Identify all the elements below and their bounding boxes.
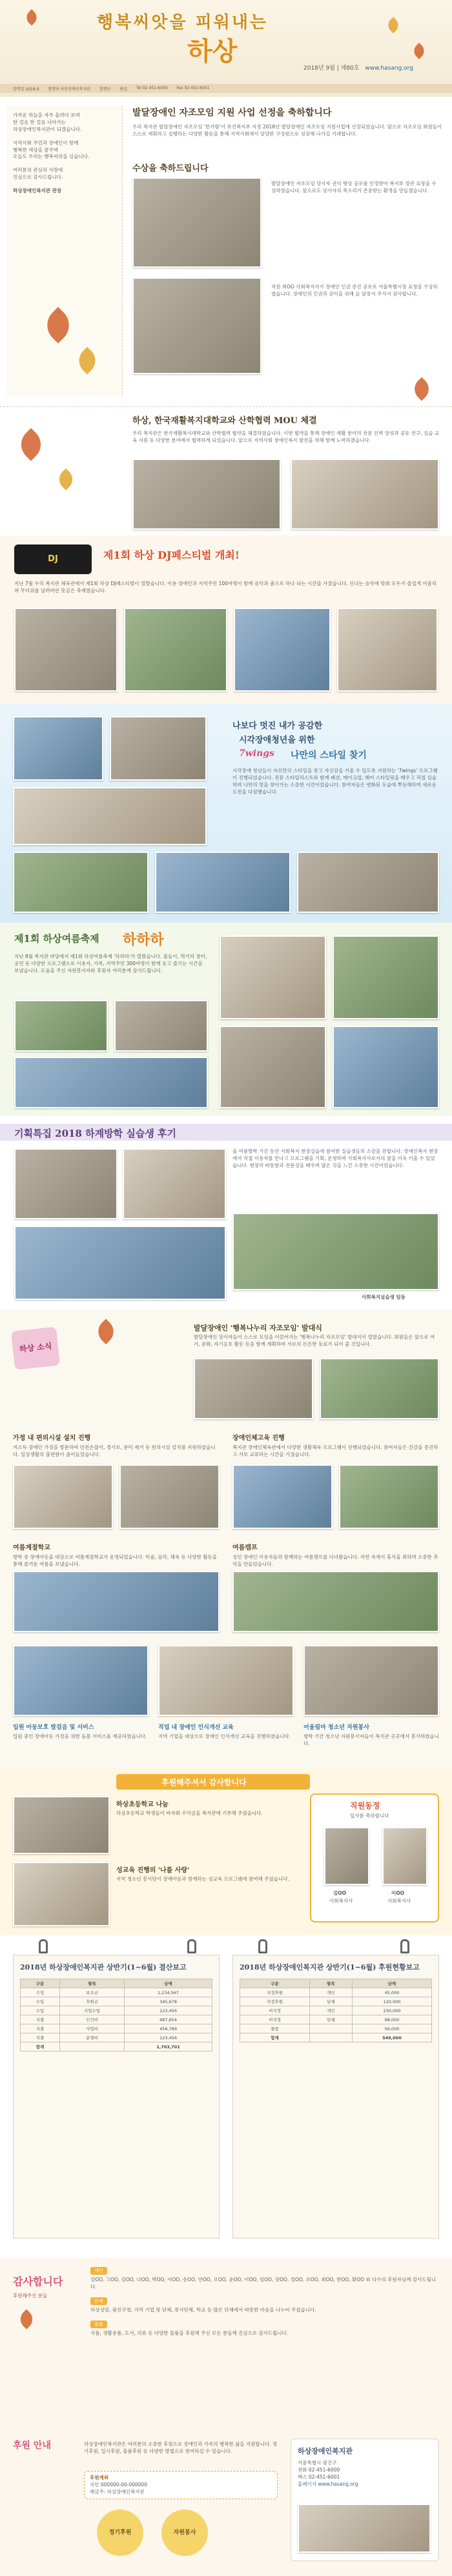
- award-body-1: 발달장애인 자조모임 당사자 권익 향상 공로를 인정받아 복지부 장관 표창을 수상하였습니다. 앞으로도 당사자의 목소리가 존중받는 환경을 만들겠습니다.: [271, 181, 437, 194]
- intro-line: 한 걸음 한 걸음 나아가는: [13, 119, 66, 125]
- intro-line: [13, 134, 116, 140]
- news-photo: [232, 1571, 439, 1632]
- thanks-item-body: 지역 청소년 봉사단이 장애아동과 함께하는 성교육 프로그램에 참여해 주셨습니다.: [116, 1876, 289, 1882]
- news-item: [303, 1722, 439, 1748]
- table-row: 물품 56,000: [240, 2024, 432, 2033]
- news-item-title: 직업 내 장애인 인식개선 교육: [158, 1724, 234, 1731]
- intro-line: 진심으로 감사드립니다.: [13, 174, 63, 181]
- guide-title: 후원 안내: [13, 2441, 51, 2451]
- staff-title: 직원동정: [350, 1801, 380, 1810]
- 7wings-quote: 나만의 스타일 찾기: [291, 750, 367, 761]
- news-item-title: 입원 아동보호 발걸음 및 서비스: [13, 1724, 94, 1731]
- donor-thanks-title: 감사합니다: [13, 2275, 63, 2288]
- table-header: 구분: [21, 1979, 60, 1988]
- donor-group-label: 물품: [90, 2321, 107, 2328]
- thanks-item-title: 성교육 진행의 '나를 사랑': [116, 1867, 190, 1874]
- section-thanks-staff: [0, 1768, 452, 1935]
- news-item: [158, 1722, 294, 1741]
- finance-right-panel: [232, 1955, 439, 2239]
- news-item-body: 성인 장애인 이용자들과 함께하는 여름캠프를 다녀왔습니다. 자연 속에서 휴식을 취하며 소중한 추억을 만들었습니다.: [232, 1554, 438, 1567]
- binder-clip-icon: [400, 1939, 409, 1953]
- 7wings-photo: [13, 852, 149, 913]
- maple-leaf-icon: [55, 468, 77, 490]
- 7wings-photo: [155, 852, 291, 913]
- 7wings-subtitle: 시각장애청년을 위한: [239, 735, 315, 745]
- selfhelp-title: 발달장애인 자조모임 지원 사업 선정을 축하합니다: [132, 108, 332, 118]
- festival-photo: [114, 1000, 208, 1052]
- table-header: 구분: [240, 1979, 310, 1988]
- news-item-body: 방학 중 장애아동을 대상으로 여름계절학교가 운영되었습니다. 미술, 음악, 체육 등 다양한 활동을 통해 즐거운 여름을 보냈습니다.: [13, 1554, 217, 1567]
- intro-line: 가까운 하늘을 자주 올려다 보며: [13, 112, 80, 118]
- address-box: [291, 2439, 439, 2561]
- finance-table: [20, 1979, 212, 2052]
- news-photo: [13, 1645, 149, 1716]
- masthead-issue: [303, 63, 413, 72]
- festival-photo: [14, 1000, 108, 1052]
- issue-number: 2018년 9월 | 제80호: [303, 65, 360, 72]
- avatar: [382, 1827, 427, 1885]
- mou-title: 하상, 한국재활복지대학교와 산학협력 MOU 체결: [132, 416, 317, 426]
- info-item: 편집: [119, 87, 127, 92]
- donor-group-body: 식품, 생활용품, 도서, 의류 등 다양한 물품을 후원해 주신 모든 분들께 진심으로 감사드립니다.: [90, 2330, 289, 2336]
- donor-group: [90, 2321, 439, 2337]
- maple-leaf-icon: [385, 17, 401, 33]
- news-photo: [119, 1464, 220, 1529]
- table-header: 금액: [352, 1979, 431, 1988]
- news-label-badge: [11, 1327, 60, 1370]
- section-finance: [0, 1935, 452, 2258]
- interns-photo: [14, 1148, 118, 1219]
- volunteer-circle-label: 자원봉사: [173, 2530, 196, 2536]
- info-item: 발행처 하상장애인복지관: [48, 87, 90, 92]
- news-photo: [339, 1464, 439, 1529]
- thanks-ribbon: [116, 1774, 310, 1790]
- address-line: 전화 02-451-6000: [298, 2466, 340, 2473]
- donor-group-body: 강OO, 고OO, 김OO, 나OO, 박OO, 서OO, 송OO, 안OO, 오OO, 윤OO, 이OO, 임OO, 장OO, 정OO, 조OO, 최OO, 한OO, 황OO 외 다수의 후원자님께 감사드립니다.: [90, 2277, 436, 2290]
- news-item: [13, 1432, 220, 1459]
- table-header: 항목: [59, 1979, 124, 1988]
- news-photo: [13, 1571, 220, 1632]
- news-label: 하상 소식: [19, 1341, 53, 1354]
- intro-line: 오늘도 우리는 행복씨앗을 심습니다.: [13, 154, 90, 160]
- news-item-body: 입원 중인 장애아동 가정을 위한 돌봄 서비스를 제공하였습니다.: [13, 1733, 147, 1739]
- intro-line: [13, 181, 116, 188]
- interns-photo: [14, 1226, 226, 1300]
- dj-photo: [14, 608, 118, 692]
- donate-circle[interactable]: [97, 2510, 143, 2556]
- donor-group: [90, 2267, 439, 2291]
- address-line: 서울특별시 광진구: [298, 2460, 337, 2466]
- festival-photo: [220, 935, 326, 1019]
- news-item-title: 장애인체고육 진행: [232, 1435, 285, 1442]
- table-row: 지정후원 개인 45,000: [240, 1988, 432, 1997]
- news-photo: [320, 1358, 439, 1419]
- staff-subtitle: 입사를 축하합니다: [350, 1813, 389, 1819]
- section-intro-and-selfhelp: [0, 97, 452, 406]
- intro-line: [13, 161, 116, 167]
- section-mou: [0, 406, 452, 535]
- news-item-title: 여름캠프: [232, 1544, 258, 1552]
- 7wings-body: 시각장애 청년들이 자신만의 스타일을 찾고 자신감을 키울 수 있도록 지원하는 '7wings' 프로그램이 진행되었습니다. 전문 스타일리스트와 함께 패션, 메이크업, 헤어 스타일링을 배우고 직접 실습하며 나만의 멋을 찾아가는 소중한 시간이었습니다. 참여자들은 변화된 모습에 뿌듯해하며 새로운 도전을 다짐했습니다.: [232, 768, 438, 795]
- section-7wings: [0, 703, 452, 923]
- news-main-body: 발달장애인 당사자들이 스스로 모임을 이끌어가는 '행복나누리 자조모임' 발대식이 열렸습니다. 회원들은 앞으로 여가, 문화, 자기옹호 활동 등을 함께 계획하며 서로의 든든한 동료가 되어 줄 것입니다.: [194, 1334, 435, 1347]
- staff-role: 사회복지사: [387, 1898, 411, 1904]
- binder-clip-icon: [187, 1939, 196, 1953]
- table-header: 항목: [310, 1979, 353, 1988]
- thanks-item-title: 하상초등학교 나눔: [116, 1801, 169, 1808]
- intro-line: 하상장애인복지관이 되겠습니다.: [13, 126, 82, 132]
- mou-body: 우리 복지관은 한국재활복지대학교와 산학협력 협약을 체결하였습니다. 이번 협약을 통해 장애인 재활 분야의 전문 인력 양성과 공동 연구, 실습 교육 지원 등 다양한 분야에서 협력하게 되었습니다. 앞으로 지역사회 장애인복지 발전을 위해 함께 노력하겠습니다.: [132, 430, 440, 443]
- maple-leaf-icon: [16, 2309, 36, 2329]
- interns-body: 올 여름방학 기간 동안 사회복지 현장실습에 참여한 실습생들의 소감을 전합니다. 장애인복지 현장에서 직접 이용자를 만나고 프로그램을 기획, 운영하며 사회복지사로서의 꿈을 더욱 키울 수 있었습니다. 현장의 따뜻함과 전문성을 배우며 많은 것을 느낀 소중한 시간이었습니다.: [232, 1148, 438, 1168]
- section-dj-festival: [0, 535, 452, 703]
- maple-leaf-icon: [15, 428, 48, 461]
- info-item: Fax 02-451-6001: [176, 86, 210, 90]
- intro-signature: 하상장애인복지관 관장: [13, 188, 62, 194]
- info-item: 발행일 2018.9: [13, 87, 39, 92]
- interns-title: 기획특집 2018 하계방학 실습생 후기: [14, 1128, 177, 1139]
- finance-left-panel: [13, 1955, 220, 2239]
- avatar: [324, 1827, 369, 1885]
- account-box: [84, 2471, 278, 2499]
- masthead: [0, 0, 452, 97]
- address-line: 팩스 02-451-6001: [298, 2473, 340, 2480]
- account-label: 후원계좌: [90, 2475, 108, 2481]
- news-photo: [194, 1358, 313, 1419]
- news-item: [13, 1542, 220, 1568]
- volunteer-circle[interactable]: [161, 2510, 208, 2556]
- masthead-slogan: 행복씨앗을 피워내는: [97, 13, 269, 32]
- account-number: 국민 000000-00-000000: [90, 2481, 148, 2488]
- interns-caption: 사회복지실습생 일동: [362, 1294, 406, 1300]
- address-line[interactable]: 홈페이지 www.hasang.org: [298, 2481, 358, 2487]
- table-row: 지출 인건비 987,654: [21, 2015, 212, 2024]
- 7wings-photo: [297, 852, 439, 913]
- thanks-photo: [13, 1862, 110, 1926]
- festival-photo: [14, 1057, 208, 1108]
- dj-badge: DJ: [14, 544, 92, 574]
- news-item-body: 저소득 장애인 가정을 방문하여 안전손잡이, 경사로, 문턱 제거 등 편의시설 설치를 지원하였습니다. 일상생활의 불편함이 줄어들었습니다.: [13, 1444, 216, 1457]
- staff-name: 김OO: [333, 1890, 346, 1896]
- dj-title: 제1회 하상 DJ페스티벌 개최!: [103, 549, 240, 561]
- dj-photo: [234, 608, 331, 692]
- award-title: 수상을 축하드립니다: [132, 164, 209, 174]
- news-item-title: 가정 내 편의시설 설치 진행: [13, 1435, 91, 1442]
- thanks-photo: [13, 1796, 110, 1854]
- news-item-title: 여름계절학교: [13, 1544, 50, 1552]
- info-item: Tel 02-451-6000: [136, 86, 168, 90]
- table-row: 수입 사업수입 123,456: [21, 2006, 212, 2015]
- donor-list: [90, 2267, 439, 2428]
- news-item: [232, 1432, 439, 1459]
- donor-group-body: 하상성당, 광진구청, 지역 기업 및 단체, 봉사단체, 학교 등 많은 단체에서 따뜻한 마음을 나누어 주셨습니다.: [90, 2306, 316, 2313]
- maple-leaf-icon: [40, 307, 77, 344]
- mou-photo: [132, 459, 281, 530]
- news-main-title: 발달장애인 '행복나누리 자조모임' 발대식: [194, 1324, 322, 1332]
- donor-heading: [13, 2267, 84, 2338]
- festival-photo: [220, 1026, 326, 1108]
- table-row: 수입 보조금 1,234,567: [21, 1988, 212, 1997]
- maple-leaf-icon: [411, 43, 427, 59]
- intro-line: 행복한 세상을 꿈꾸며: [13, 146, 58, 153]
- table-row: 비지정 단체 98,000: [240, 2015, 432, 2024]
- guide-body: 하상장애인복지관은 여러분의 소중한 후원으로 장애인과 가족의 행복한 삶을 지원합니다. 정기후원, 일시후원, 물품후원 등 다양한 방법으로 참여하실 수 있습니다.: [84, 2441, 278, 2454]
- thanks-title: 후원해주셔서 감사합니다: [161, 1778, 247, 1787]
- binder-clip-icon: [258, 1939, 267, 1953]
- dj-photo: [337, 608, 438, 692]
- masthead-info-bar: [0, 84, 452, 93]
- 7wings-brand: 7wings: [239, 748, 274, 759]
- news-photo: [303, 1645, 439, 1716]
- festival-body: 지난 8월 복지관 마당에서 제1회 하상여름축제 '하하하'가 열렸습니다. 물놀이, 먹거리 장터, 공연 등 다양한 프로그램으로 이용자, 가족, 지역주민 300여명이 함께 웃고 즐기는 시간을 보냈습니다. 도움을 주신 자원봉사자와 후원자 여러분께 감사드립니다.: [14, 954, 207, 973]
- 7wings-photo: [13, 716, 103, 781]
- address-title: 하상장애인복지관: [298, 2447, 353, 2455]
- thanks-item-body: 하상초등학교 학생들이 바자회 수익금을 복지관에 기부해 주셨습니다.: [116, 1810, 263, 1816]
- dj-photo: [124, 608, 227, 692]
- maple-leaf-icon: [23, 9, 39, 25]
- interns-photo: [232, 1213, 439, 1290]
- table-row: 비지정 개인 230,000: [240, 2006, 432, 2015]
- staff-role: 사회복지사: [329, 1898, 353, 1904]
- interns-photo: [123, 1148, 226, 1219]
- donor-thanks-subtitle: 후원해주신 분들: [13, 2293, 48, 2299]
- 7wings-photo: [13, 787, 207, 845]
- mou-photo: [291, 459, 439, 530]
- donor-group-label: 단체: [90, 2297, 107, 2305]
- section-donors: [0, 2258, 452, 2576]
- news-photo: [13, 1464, 113, 1529]
- map-image: [298, 2504, 431, 2553]
- donor-group: [90, 2297, 439, 2314]
- binder-clip-icon: [39, 1939, 48, 1953]
- staff-box: [310, 1793, 439, 1922]
- dj-body: 지난 7월 우리 복지관 체육관에서 제1회 하상 DJ페스티벌이 열렸습니다. 이용 장애인과 지역주민 100여명이 함께 음악과 춤으로 하나 되는 시간을 가졌습니다. 신나는 음악에 맞춰 모두가 즐겁게 어울리며 무더위를 날려버린 뜻깊은 축제였습니다.: [14, 581, 437, 594]
- site-link[interactable]: www.hasang.org: [365, 65, 413, 72]
- masthead-title: 하상: [187, 36, 238, 66]
- donate-circle-label: 정기후원: [108, 2530, 132, 2536]
- donor-group-label: 개인: [90, 2267, 107, 2275]
- news-item: [13, 1722, 149, 1741]
- guide-heading: [13, 2439, 77, 2451]
- table-row: 수입 후원금 345,678: [21, 1997, 212, 2006]
- intro-line: 여러분의 관심과 사랑에: [13, 167, 63, 174]
- info-item: 발행인: [99, 87, 111, 92]
- maple-leaf-icon: [410, 377, 434, 401]
- intro-column: [6, 106, 123, 396]
- finance-left-title: 2018년 하상장애인복지관 상반기(1~6월) 결산보고: [20, 1963, 187, 1972]
- festival-title-accent: 하하하: [123, 932, 164, 948]
- finance-right-title: 2018년 하상장애인복지관 상반기(1~6월) 후원현황보고: [240, 1963, 420, 1972]
- maple-leaf-icon: [74, 347, 101, 374]
- festival-title: 제1회 하상여름축제: [14, 933, 99, 944]
- maple-leaf-icon: [93, 1319, 119, 1344]
- news-photo: [158, 1645, 294, 1716]
- staff-name: 이OO: [391, 1890, 404, 1896]
- festival-photo: [333, 935, 439, 1019]
- 7wings-subtitle: 나보다 멋진 내가 공감한: [232, 721, 323, 731]
- festival-photo: [333, 1026, 439, 1108]
- donation-table: [240, 1979, 432, 2042]
- table-row: 지출 사업비 456,789: [21, 2024, 212, 2033]
- news-item-body: 지역 기업을 대상으로 장애인 인식개선 교육을 진행하였습니다.: [158, 1733, 291, 1739]
- news-item-body: 방학 기간 청소년 자원봉사자들이 복지관 곳곳에서 봉사하였습니다.: [303, 1733, 439, 1746]
- selfhelp-body: 우리 복지관 발달장애인 자조모임 '한가람'이 보건복지부 지정 2018년 발달장애인 자조모임 지원사업에 선정되었습니다. 앞으로 자조모임 회원들이 스스로 계획하고 실행하는 다양한 활동을 통해 지역사회에서 당당한 구성원으로 성장해 나가길 기대합니다.: [132, 124, 442, 137]
- section-summer-festival: [0, 923, 452, 1116]
- award-photo: [132, 277, 262, 374]
- news-item-body: 복지관 장애인체육관에서 다양한 생활체육 프로그램이 진행되었습니다. 참여자들은 건강을 증진하고 서로 교류하는 시간을 가졌습니다.: [232, 1444, 438, 1457]
- news-photo: [232, 1464, 333, 1529]
- table-row: 지정후원 단체 120,000: [240, 1997, 432, 2006]
- table-row: 합계 549,000: [240, 2033, 432, 2042]
- news-item: [232, 1542, 439, 1568]
- 7wings-photo: [110, 716, 207, 781]
- table-header: 금액: [125, 1979, 212, 1988]
- section-interns: [0, 1116, 452, 1310]
- award-photo: [132, 177, 262, 268]
- news-item-title: 어울림마 청소년 자원봉사: [303, 1724, 369, 1731]
- intro-line: 지역사회 주민과 장애인이 함께: [13, 139, 79, 146]
- award-body-2: 직원 최OO 사회복지사가 장애인 인권 증진 공로로 서울특별시장 표창을 수상하였습니다. 장애인의 인권과 권익을 위해 늘 앞장서 주셔서 감사합니다.: [271, 284, 438, 297]
- table-row: 합계 1,703,701: [21, 2042, 212, 2052]
- account-holder: 예금주: 하상장애인복지관: [90, 2488, 145, 2495]
- table-row: 지출 운영비 123,456: [21, 2033, 212, 2042]
